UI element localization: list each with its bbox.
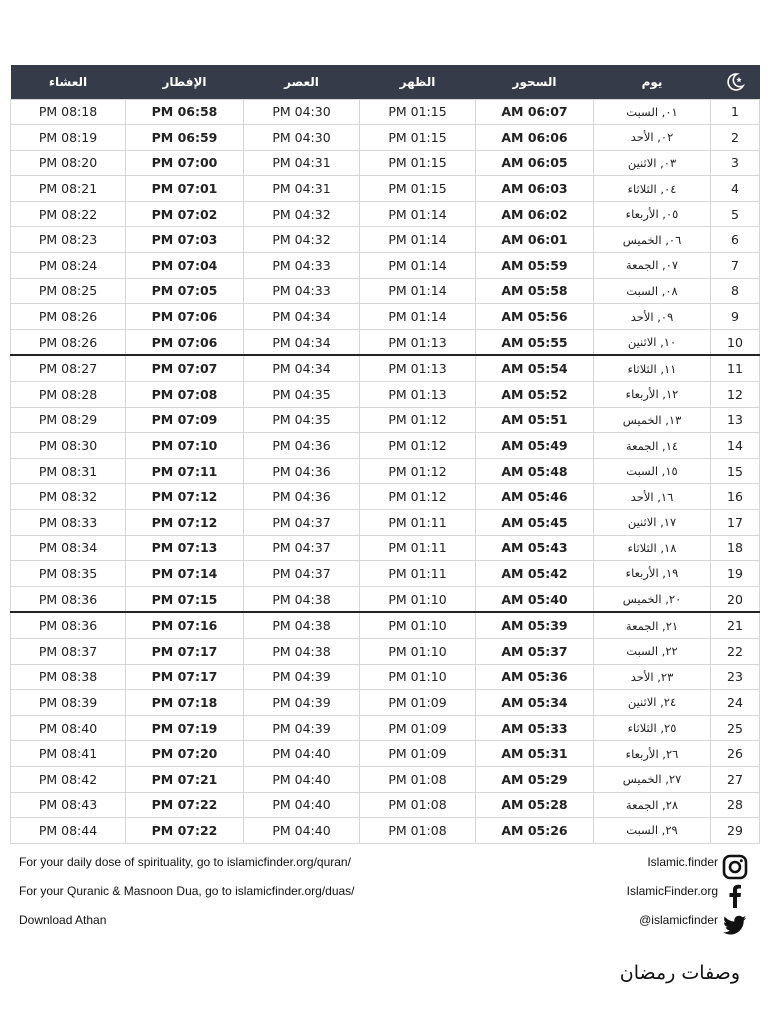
cell-asr: PM 04:35 xyxy=(244,382,360,408)
cell-dhuhr: PM 01:12 xyxy=(360,458,476,484)
cell-isha: PM 08:43 xyxy=(11,792,126,818)
cell-isha: PM 08:30 xyxy=(11,433,126,459)
cell-day: ٠٩, الأحد xyxy=(594,304,711,330)
cell-isha: PM 08:21 xyxy=(11,176,126,202)
cell-dhuhr: PM 01:13 xyxy=(360,329,476,355)
cell-iftar: PM 07:17 xyxy=(126,664,244,690)
ramadan-timetable xyxy=(10,65,759,844)
cell-dhuhr: PM 01:10 xyxy=(360,664,476,690)
cell-iftar: PM 07:14 xyxy=(126,561,244,587)
table-row xyxy=(11,741,760,767)
cell-dhuhr: PM 01:14 xyxy=(360,253,476,279)
cell-asr: PM 04:38 xyxy=(244,586,360,612)
cell-row-number: 10 xyxy=(711,329,760,355)
table-row xyxy=(11,510,760,536)
table-row xyxy=(11,638,760,664)
cell-sahur: AM 05:49 xyxy=(476,433,594,459)
cell-day: ٠٤, الثلاثاء xyxy=(594,176,711,202)
cell-isha: PM 08:32 xyxy=(11,484,126,510)
cell-sahur: AM 05:55 xyxy=(476,329,594,355)
cell-sahur: AM 05:39 xyxy=(476,612,594,638)
cell-isha: PM 08:36 xyxy=(11,612,126,638)
cell-dhuhr: PM 01:13 xyxy=(360,382,476,408)
quran-link-text[interactable]: For your daily dose of spirituality, go to islamicfinder.org/quran/ xyxy=(19,855,351,869)
cell-sahur: AM 05:28 xyxy=(476,792,594,818)
table-row xyxy=(11,227,760,253)
cell-sahur: AM 05:51 xyxy=(476,407,594,433)
cell-iftar: PM 07:10 xyxy=(126,433,244,459)
cell-dhuhr: PM 01:10 xyxy=(360,612,476,638)
timetable xyxy=(10,65,760,844)
cell-iftar: PM 07:06 xyxy=(126,329,244,355)
cell-iftar: PM 07:17 xyxy=(126,638,244,664)
cell-sahur: AM 05:34 xyxy=(476,690,594,716)
cell-isha: PM 08:44 xyxy=(11,818,126,844)
facebook-handle[interactable]: IslamicFinder.org xyxy=(626,884,718,898)
table-row xyxy=(11,586,760,612)
instagram-icon[interactable] xyxy=(722,854,748,880)
cell-asr: PM 04:36 xyxy=(244,433,360,459)
cell-isha: PM 08:37 xyxy=(11,638,126,664)
cell-sahur: AM 06:01 xyxy=(476,227,594,253)
table-row xyxy=(11,99,760,125)
cell-dhuhr: PM 01:15 xyxy=(360,176,476,202)
cell-sahur: AM 05:43 xyxy=(476,535,594,561)
cell-row-number: 16 xyxy=(711,484,760,510)
table-row xyxy=(11,690,760,716)
cell-sahur: AM 05:29 xyxy=(476,766,594,792)
table-row xyxy=(11,125,760,151)
cell-iftar: PM 07:08 xyxy=(126,382,244,408)
cell-asr: PM 04:36 xyxy=(244,484,360,510)
cell-day: ٢٩, السبت xyxy=(594,818,711,844)
cell-isha: PM 08:24 xyxy=(11,253,126,279)
cell-asr: PM 04:30 xyxy=(244,125,360,151)
cell-isha: PM 08:41 xyxy=(11,741,126,767)
cell-asr: PM 04:40 xyxy=(244,792,360,818)
table-row xyxy=(11,253,760,279)
table-row xyxy=(11,535,760,561)
cell-dhuhr: PM 01:12 xyxy=(360,407,476,433)
cell-asr: PM 04:38 xyxy=(244,638,360,664)
table-row xyxy=(11,201,760,227)
cell-day: ٢٤, الاثنين xyxy=(594,690,711,716)
cell-asr: PM 04:33 xyxy=(244,278,360,304)
cell-asr: PM 04:31 xyxy=(244,176,360,202)
cell-iftar: PM 07:21 xyxy=(126,766,244,792)
cell-dhuhr: PM 01:14 xyxy=(360,201,476,227)
cell-dhuhr: PM 01:10 xyxy=(360,638,476,664)
cell-asr: PM 04:37 xyxy=(244,561,360,587)
table-row xyxy=(11,433,760,459)
cell-day: ٠١, السبت xyxy=(594,99,711,125)
table-row xyxy=(11,484,760,510)
table-row xyxy=(11,304,760,330)
cell-dhuhr: PM 01:13 xyxy=(360,355,476,381)
cell-sahur: AM 05:46 xyxy=(476,484,594,510)
cell-row-number: 14 xyxy=(711,433,760,459)
header-isha: العشاء xyxy=(48,74,88,89)
cell-dhuhr: PM 01:08 xyxy=(360,792,476,818)
cell-isha: PM 08:23 xyxy=(11,227,126,253)
cell-iftar: PM 07:13 xyxy=(126,535,244,561)
cell-day: ٠٦, الخميس xyxy=(594,227,711,253)
cell-row-number: 9 xyxy=(711,304,760,330)
cell-row-number: 15 xyxy=(711,458,760,484)
cell-row-number: 21 xyxy=(711,612,760,638)
cell-asr: PM 04:36 xyxy=(244,458,360,484)
cell-dhuhr: PM 01:12 xyxy=(360,484,476,510)
cell-iftar: PM 07:18 xyxy=(126,690,244,716)
cell-dhuhr: PM 01:09 xyxy=(360,715,476,741)
cell-iftar: PM 07:16 xyxy=(126,612,244,638)
cell-row-number: 8 xyxy=(711,278,760,304)
download-athan-text[interactable]: Download Athan xyxy=(19,913,107,927)
cell-sahur: AM 05:52 xyxy=(476,382,594,408)
cell-dhuhr: PM 01:10 xyxy=(360,586,476,612)
cell-day: ١٩, الأربعاء xyxy=(594,561,711,587)
header-dhuhr: الظهر xyxy=(399,74,436,89)
cell-dhuhr: PM 01:14 xyxy=(360,278,476,304)
cell-sahur: AM 06:02 xyxy=(476,201,594,227)
cell-iftar: PM 06:58 xyxy=(126,99,244,125)
cell-iftar: PM 07:12 xyxy=(126,510,244,536)
cell-day: ٢٨, الجمعة xyxy=(594,792,711,818)
header-day: يوم xyxy=(641,74,663,89)
footer xyxy=(0,850,768,950)
cell-day: ٢٥, الثلاثاء xyxy=(594,715,711,741)
cell-day: ٢٢, السبت xyxy=(594,638,711,664)
cell-day: ٢٦, الأربعاء xyxy=(594,741,711,767)
cell-dhuhr: PM 01:11 xyxy=(360,561,476,587)
cell-row-number: 27 xyxy=(711,766,760,792)
facebook-icon[interactable] xyxy=(722,882,748,908)
cell-day: ١٦, الأحد xyxy=(594,484,711,510)
cell-day: ١٥, السبت xyxy=(594,458,711,484)
cell-dhuhr: PM 01:14 xyxy=(360,304,476,330)
cell-row-number: 2 xyxy=(711,125,760,151)
cell-isha: PM 08:26 xyxy=(11,329,126,355)
cell-isha: PM 08:18 xyxy=(11,99,126,125)
cell-row-number: 24 xyxy=(711,690,760,716)
cell-iftar: PM 07:12 xyxy=(126,484,244,510)
cell-day: ٠٣, الاثنين xyxy=(594,150,711,176)
cell-asr: PM 04:34 xyxy=(244,304,360,330)
cell-dhuhr: PM 01:12 xyxy=(360,433,476,459)
cell-day: ٢٣, الأحد xyxy=(594,664,711,690)
cell-dhuhr: PM 01:08 xyxy=(360,766,476,792)
cell-iftar: PM 07:00 xyxy=(126,150,244,176)
cell-asr: PM 04:38 xyxy=(244,612,360,638)
table-row xyxy=(11,612,760,638)
cell-day: ١٣, الخميس xyxy=(594,407,711,433)
cell-isha: PM 08:22 xyxy=(11,201,126,227)
cell-isha: PM 08:40 xyxy=(11,715,126,741)
duas-link-text[interactable]: For your Quranic & Masnoon Dua, go to islamicfinder.org/duas/ xyxy=(19,884,355,898)
cell-sahur: AM 05:33 xyxy=(476,715,594,741)
cell-iftar: PM 07:15 xyxy=(126,586,244,612)
table-row xyxy=(11,407,760,433)
cell-day: ١٧, الاثنين xyxy=(594,510,711,536)
cell-row-number: 4 xyxy=(711,176,760,202)
cell-sahur: AM 05:45 xyxy=(476,510,594,536)
cell-isha: PM 08:25 xyxy=(11,278,126,304)
table-header xyxy=(11,65,760,99)
cell-row-number: 28 xyxy=(711,792,760,818)
cell-dhuhr: PM 01:15 xyxy=(360,99,476,125)
cell-dhuhr: PM 01:09 xyxy=(360,741,476,767)
table-row xyxy=(11,664,760,690)
cell-row-number: 13 xyxy=(711,407,760,433)
cell-asr: PM 04:34 xyxy=(244,329,360,355)
cell-row-number: 22 xyxy=(711,638,760,664)
header-sahur: السحور xyxy=(512,74,557,89)
table-row xyxy=(11,329,760,355)
instagram-handle[interactable]: Islamic.finder xyxy=(647,855,718,869)
cell-row-number: 3 xyxy=(711,150,760,176)
cell-day: ١٢, الأربعاء xyxy=(594,382,711,408)
cell-day: ٢١, الجمعة xyxy=(594,612,711,638)
cell-sahur: AM 06:06 xyxy=(476,125,594,151)
cell-isha: PM 08:34 xyxy=(11,535,126,561)
cell-iftar: PM 07:22 xyxy=(126,818,244,844)
cell-day: ٠٥, الأربعاء xyxy=(594,201,711,227)
table-row xyxy=(11,150,760,176)
cell-sahur: AM 06:05 xyxy=(476,150,594,176)
cell-iftar: PM 07:07 xyxy=(126,355,244,381)
cell-sahur: AM 05:37 xyxy=(476,638,594,664)
cell-day: ٢٠, الخميس xyxy=(594,586,711,612)
cell-iftar: PM 07:20 xyxy=(126,741,244,767)
header-iftar: الإفطار xyxy=(162,74,207,89)
cell-sahur: AM 05:36 xyxy=(476,664,594,690)
twitter-handle[interactable]: @islamicfinder xyxy=(639,913,718,927)
cell-asr: PM 04:32 xyxy=(244,227,360,253)
cell-asr: PM 04:30 xyxy=(244,99,360,125)
cell-sahur: AM 05:26 xyxy=(476,818,594,844)
cell-day: ١١, الثلاثاء xyxy=(594,355,711,381)
cell-dhuhr: PM 01:15 xyxy=(360,150,476,176)
cell-isha: PM 08:39 xyxy=(11,690,126,716)
cell-isha: PM 08:29 xyxy=(11,407,126,433)
cell-row-number: 12 xyxy=(711,382,760,408)
twitter-icon[interactable] xyxy=(722,912,748,938)
table-row xyxy=(11,355,760,381)
cell-iftar: PM 07:05 xyxy=(126,278,244,304)
cell-row-number: 26 xyxy=(711,741,760,767)
cell-row-number: 23 xyxy=(711,664,760,690)
cell-isha: PM 08:31 xyxy=(11,458,126,484)
cell-day: ٢٧, الخميس xyxy=(594,766,711,792)
cell-row-number: 29 xyxy=(711,818,760,844)
cell-day: ١٨, الثلاثاء xyxy=(594,535,711,561)
cell-asr: PM 04:33 xyxy=(244,253,360,279)
cell-row-number: 11 xyxy=(711,355,760,381)
table-row xyxy=(11,382,760,408)
cell-row-number: 6 xyxy=(711,227,760,253)
table-row xyxy=(11,458,760,484)
cell-iftar: PM 07:02 xyxy=(126,201,244,227)
cell-isha: PM 08:38 xyxy=(11,664,126,690)
cell-iftar: PM 07:06 xyxy=(126,304,244,330)
cell-row-number: 19 xyxy=(711,561,760,587)
cell-sahur: AM 06:07 xyxy=(476,99,594,125)
cell-isha: PM 08:42 xyxy=(11,766,126,792)
cell-isha: PM 08:19 xyxy=(11,125,126,151)
cell-dhuhr: PM 01:11 xyxy=(360,535,476,561)
table-row xyxy=(11,176,760,202)
cell-asr: PM 04:39 xyxy=(244,690,360,716)
cell-iftar: PM 07:11 xyxy=(126,458,244,484)
cell-asr: PM 04:37 xyxy=(244,510,360,536)
cell-sahur: AM 05:59 xyxy=(476,253,594,279)
table-row xyxy=(11,715,760,741)
cell-sahur: AM 05:56 xyxy=(476,304,594,330)
cell-day: ٠٢, الأحد xyxy=(594,125,711,151)
crescent-moon-icon xyxy=(724,71,746,93)
cell-sahur: AM 05:42 xyxy=(476,561,594,587)
cell-dhuhr: PM 01:14 xyxy=(360,227,476,253)
table-row xyxy=(11,278,760,304)
cell-row-number: 1 xyxy=(711,99,760,125)
cell-row-number: 5 xyxy=(711,201,760,227)
table-row xyxy=(11,766,760,792)
cell-isha: PM 08:20 xyxy=(11,150,126,176)
cell-isha: PM 08:35 xyxy=(11,561,126,587)
cell-sahur: AM 05:40 xyxy=(476,586,594,612)
cell-asr: PM 04:40 xyxy=(244,818,360,844)
table-row xyxy=(11,561,760,587)
cell-asr: PM 04:34 xyxy=(244,355,360,381)
header-moon xyxy=(711,65,760,99)
cell-iftar: PM 07:03 xyxy=(126,227,244,253)
cell-asr: PM 04:32 xyxy=(244,201,360,227)
cell-asr: PM 04:40 xyxy=(244,741,360,767)
cell-row-number: 18 xyxy=(711,535,760,561)
header-asr: العصر xyxy=(284,74,319,89)
cell-iftar: PM 07:19 xyxy=(126,715,244,741)
cell-dhuhr: PM 01:11 xyxy=(360,510,476,536)
cell-isha: PM 08:36 xyxy=(11,586,126,612)
cell-day: ١٤, الجمعة xyxy=(594,433,711,459)
cell-sahur: AM 06:03 xyxy=(476,176,594,202)
table-row xyxy=(11,792,760,818)
cell-sahur: AM 05:48 xyxy=(476,458,594,484)
cell-day: ١٠, الاثنين xyxy=(594,329,711,355)
cell-day: ٠٧, الجمعة xyxy=(594,253,711,279)
cell-iftar: PM 07:01 xyxy=(126,176,244,202)
cell-sahur: AM 05:31 xyxy=(476,741,594,767)
cell-sahur: AM 05:54 xyxy=(476,355,594,381)
cell-iftar: PM 07:04 xyxy=(126,253,244,279)
cell-isha: PM 08:26 xyxy=(11,304,126,330)
cell-asr: PM 04:37 xyxy=(244,535,360,561)
cell-isha: PM 08:28 xyxy=(11,382,126,408)
cell-iftar: PM 07:09 xyxy=(126,407,244,433)
cell-row-number: 25 xyxy=(711,715,760,741)
cell-iftar: PM 07:22 xyxy=(126,792,244,818)
cell-row-number: 17 xyxy=(711,510,760,536)
cell-asr: PM 04:39 xyxy=(244,664,360,690)
cell-row-number: 7 xyxy=(711,253,760,279)
cell-asr: PM 04:35 xyxy=(244,407,360,433)
cell-sahur: AM 05:58 xyxy=(476,278,594,304)
cell-isha: PM 08:33 xyxy=(11,510,126,536)
cell-dhuhr: PM 01:09 xyxy=(360,690,476,716)
table-row xyxy=(11,818,760,844)
cell-iftar: PM 06:59 xyxy=(126,125,244,151)
cell-isha: PM 08:27 xyxy=(11,355,126,381)
cell-day: ٠٨, السبت xyxy=(594,278,711,304)
cell-asr: PM 04:39 xyxy=(244,715,360,741)
cell-dhuhr: PM 01:15 xyxy=(360,125,476,151)
cell-asr: PM 04:31 xyxy=(244,150,360,176)
cell-asr: PM 04:40 xyxy=(244,766,360,792)
cell-row-number: 20 xyxy=(711,586,760,612)
cell-dhuhr: PM 01:08 xyxy=(360,818,476,844)
ramadan-recipes-title: وصفات رمضان xyxy=(619,962,740,984)
